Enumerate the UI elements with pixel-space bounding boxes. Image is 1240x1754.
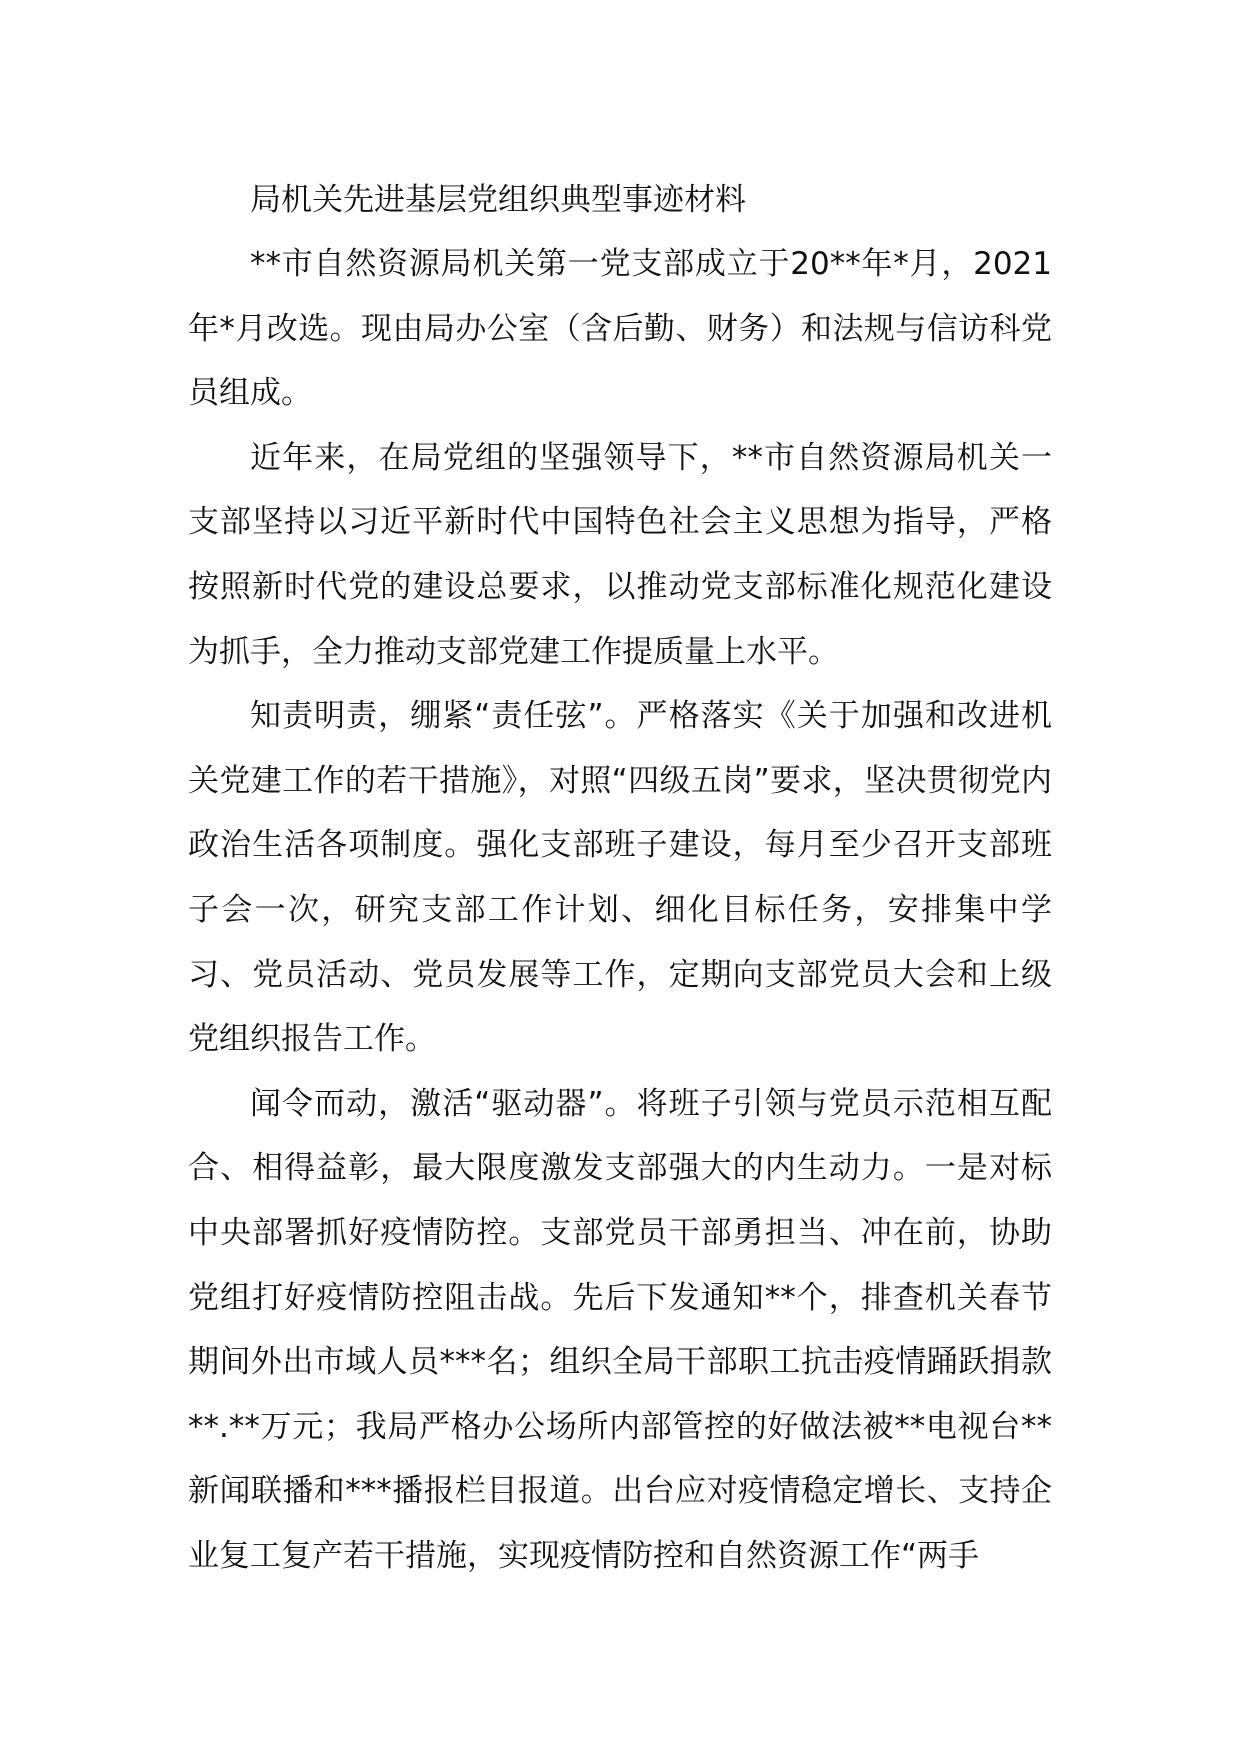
document-body [188, 168, 1052, 1588]
paragraph-overview: 近年来，在局党组的坚强领导下，**市自然资源局机关一支部坚持以习近平新时代中国特色社会主义思想为指导，严格按照新时代党的建设总要求，以推动党支部标准化规范化建设为抓手，全力推动支部党建工作提质量上水平。 [188, 439, 1052, 670]
paragraph-action: 闻令而动，激活“驱动器”。将班子引领与党员示范相互配合、相得益彰，最大限度激发支部强大的内生动力。一是对标中央部署抓好疫情防控。支部党员干部勇担当、冲在前，协助党组打好疫情防控阻击战。先后下发通知**个，排查机关春节期间外出市域人员***名；组织全局干部职工抗击疫情踊跃捐款**.**万元；我局严格办公场所内部管控的好做法被**电视台**新闻联播和***播报栏目报道。出台应对疫情稳定增长、支持企业复工复产若干措施，实现疫情防控和自然资源工作“两手 [188, 1085, 1052, 1574]
paragraph-intro: **市自然资源局机关第一党支部成立于20**年*月，2021年*月改选。现由局办公室（含后勤、财务）和法规与信访科党员组成。 [188, 246, 1052, 412]
paragraph-responsibility: 知责明责，绷紧“责任弦”。严格落实《关于加强和改进机关党建工作的若干措施》，对照“四级五岗”要求，坚决贯彻党内政治生活各项制度。强化支部班子建设，每月至少召开支部班子会一次，研究支部工作计划、细化目标任务，安排集中学习、党员活动、党员发展等工作，定期向支部党员大会和上级党组织报告工作。 [188, 698, 1052, 1058]
document-title: 局机关先进基层党组织典型事迹材料 [250, 182, 746, 218]
